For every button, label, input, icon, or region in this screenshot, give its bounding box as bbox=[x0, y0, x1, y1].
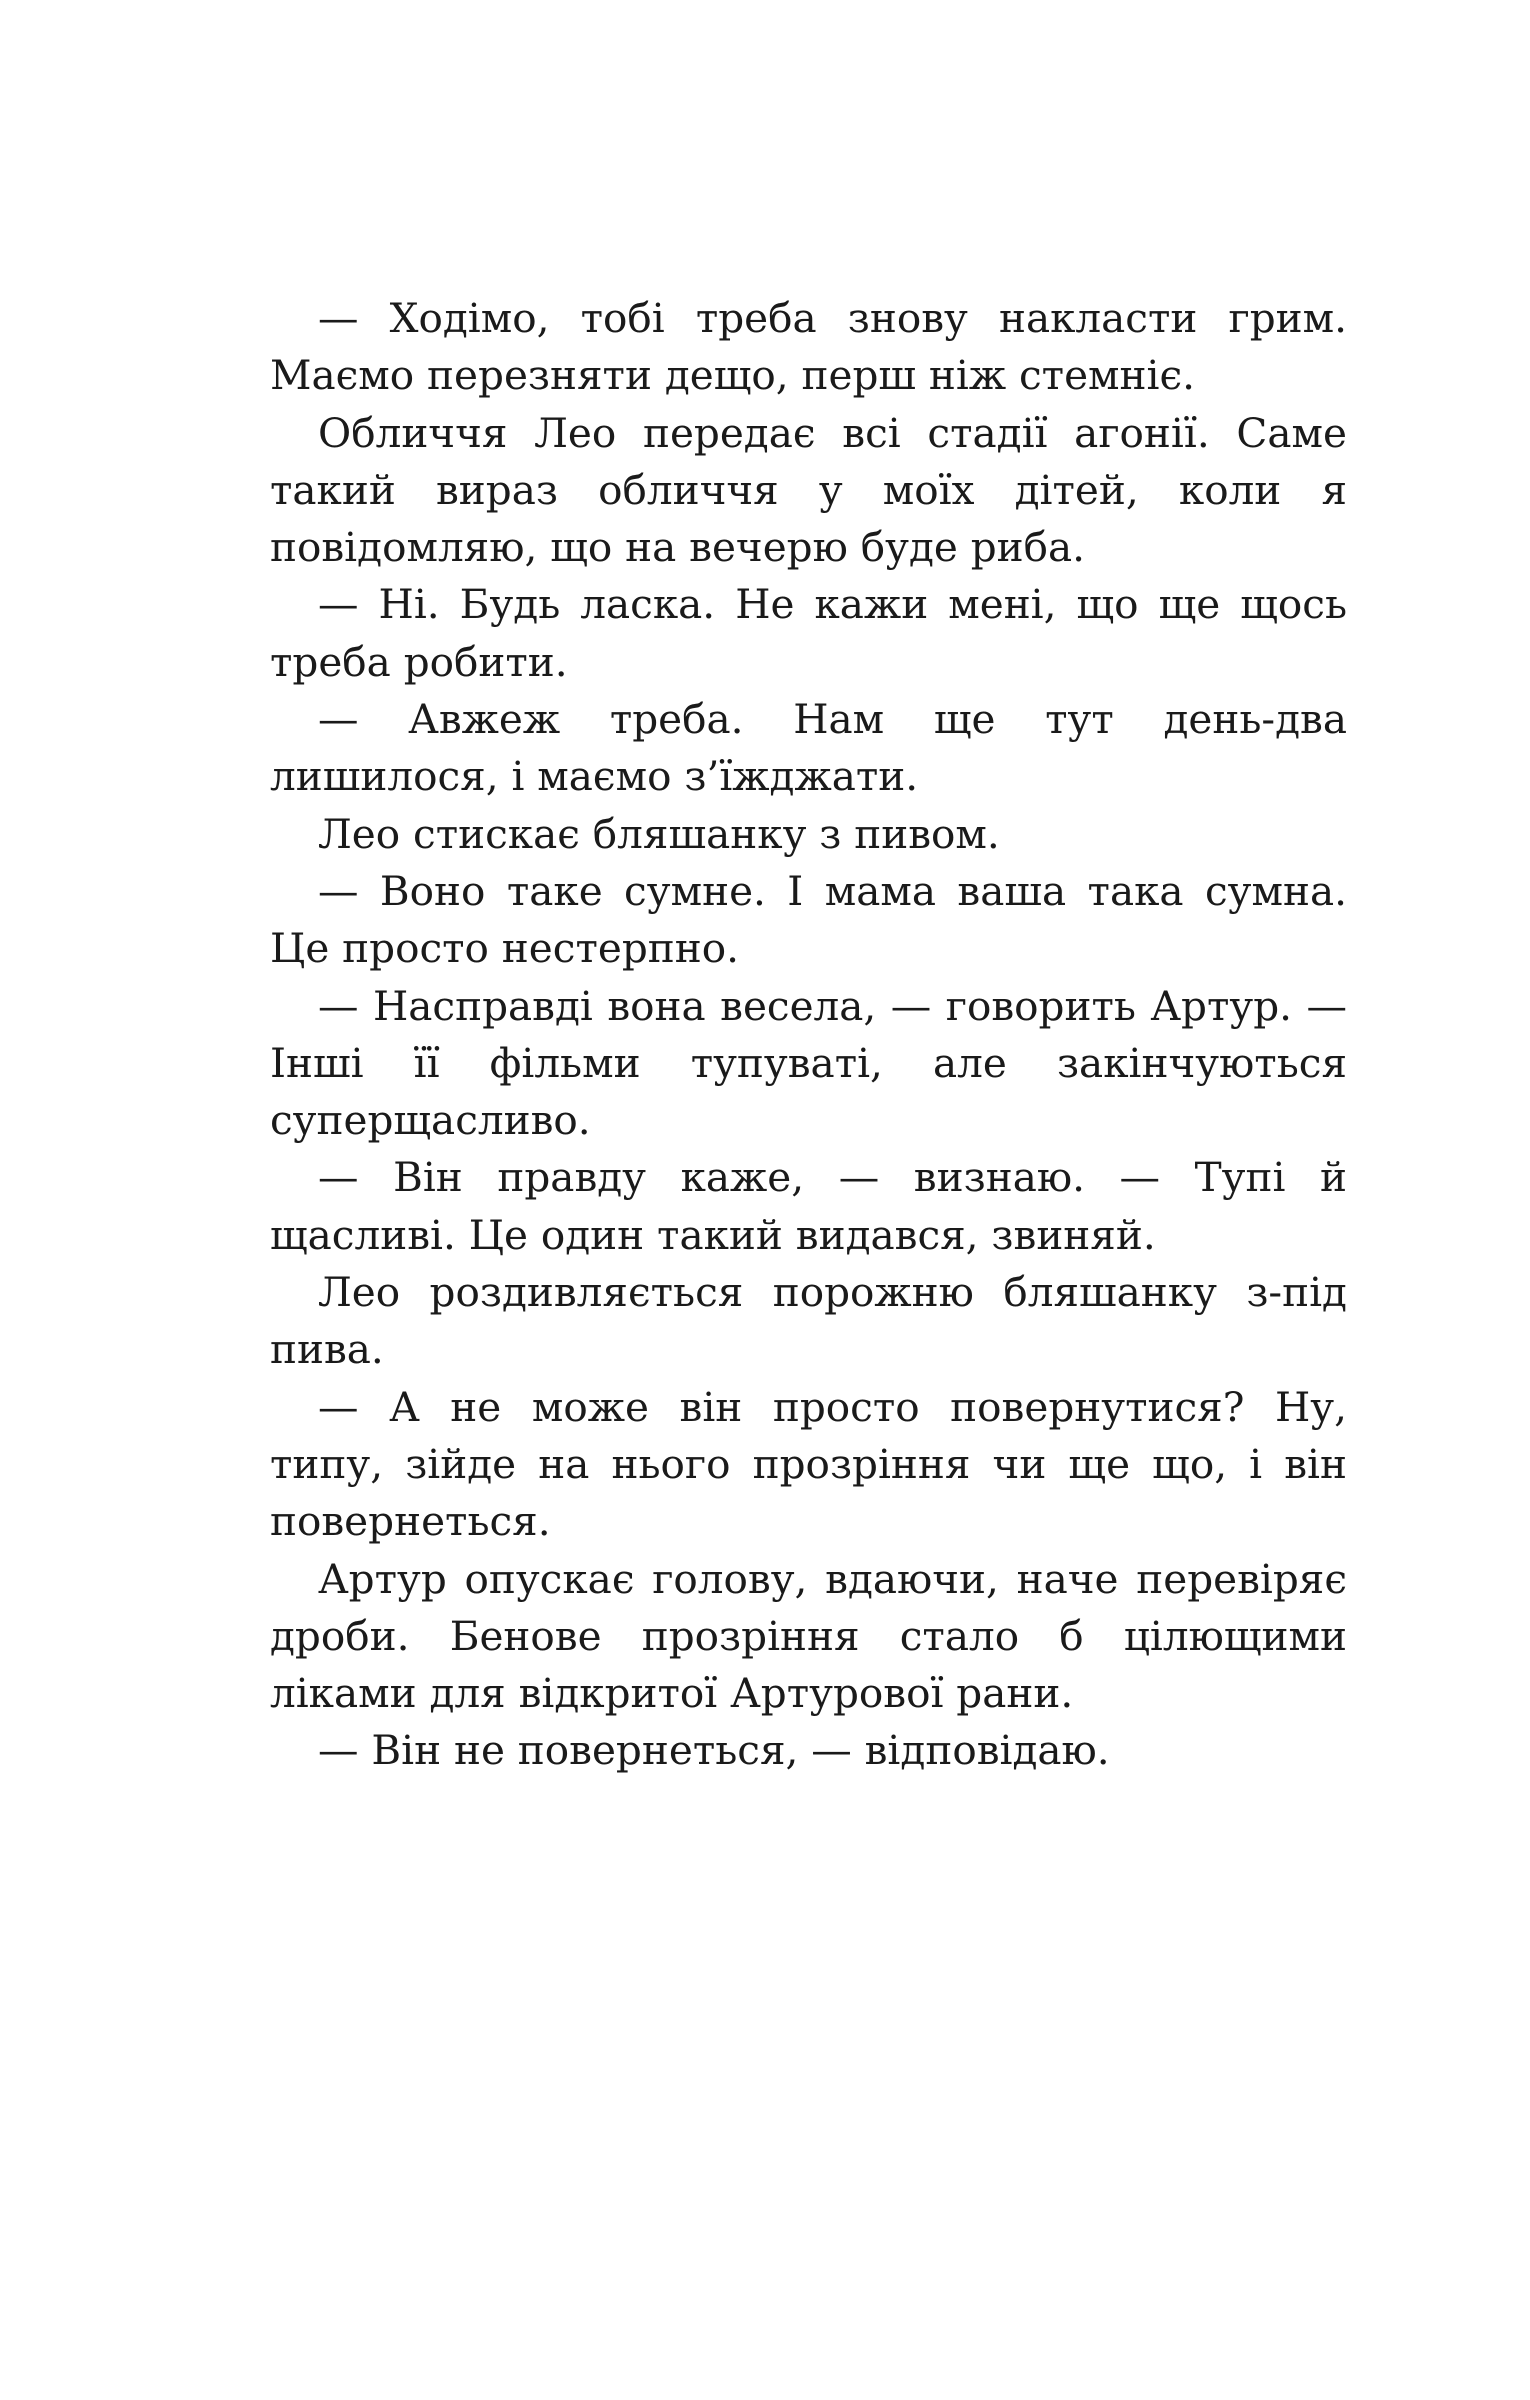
paragraph: Обличчя Лео передає всі стадії агонії. Саме такий вираз обличчя у моїх дітей, коли я повідомляю, що на вечерю буде риба. bbox=[270, 408, 1347, 572]
paragraph: — Насправді вона весела, — говорить Артур. — Інші її фільми тупуваті, але закінчуються суперщасливо. bbox=[270, 981, 1347, 1145]
paragraph: — Ні. Будь ласка. Не кажи мені, що ще щось треба робити. bbox=[270, 580, 1347, 686]
paragraph: — Воно таке сумне. І мама ваша така сумна. Це просто нестерпно. bbox=[270, 866, 1347, 973]
paragraph: Лео роздивляється порожню бляшанку з-під пива. bbox=[270, 1268, 1347, 1374]
paragraph: Лео стискає бляшанку з пивом. bbox=[318, 809, 1000, 858]
paragraph: — А не може він просто повернутися? Ну, типу, зійде на нього прозріння чи ще що, і він повернеться. bbox=[270, 1382, 1347, 1546]
paragraph: — Він правду каже, — визнаю. — Тупі й щасливі. Це один такий видався, звиняй. bbox=[270, 1153, 1347, 1259]
paragraph: Артур опускає голову, вдаючи, наче перевіряє дроби. Бенове прозріння стало б цілющими ліками для відкритої Артурової рани. bbox=[270, 1554, 1347, 1718]
body-text bbox=[270, 290, 1347, 1780]
paragraph: — Він не повернеться, — відповідаю. bbox=[318, 1726, 1110, 1775]
paragraph: — Ходімо, тобі треба знову накласти грим. Маємо перезняти дещо, перш ніж стемніє. bbox=[270, 294, 1347, 400]
paragraph: — Авжеж треба. Нам ще тут день-два лишилося, і маємо з’їжджати. bbox=[270, 695, 1347, 801]
